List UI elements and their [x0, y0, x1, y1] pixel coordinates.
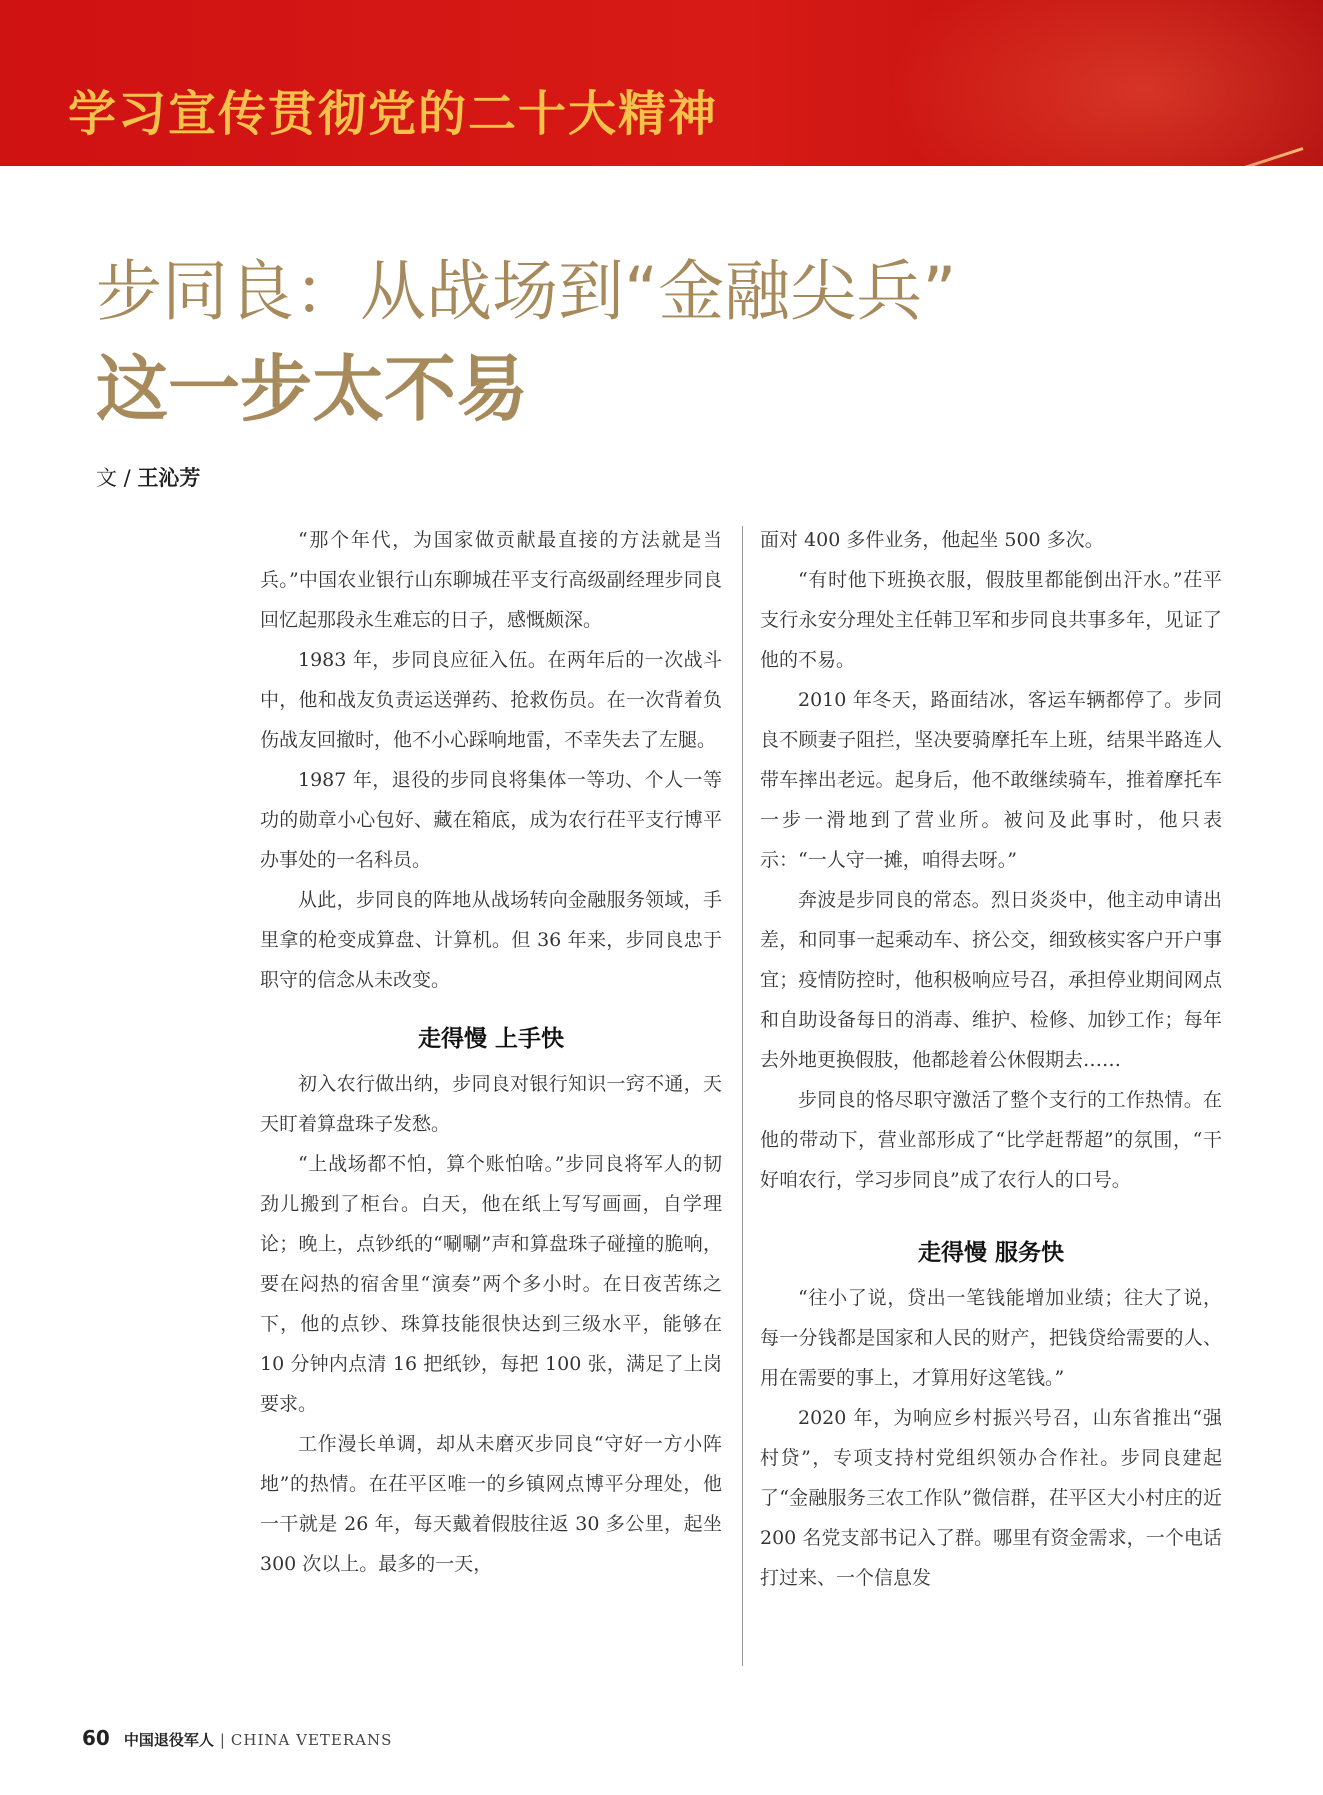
paragraph: 1987 年，退役的步同良将集体一等功、个人一等功的勋章小心包好、藏在箱底，成为农行茌平支行博平办事处的一名科员。 — [260, 769, 722, 871]
paragraph: 步同良的恪尽职守激活了整个支行的工作热情。在他的带动下，营业部形成了“比学赶帮超”的氛围，“干好咱农行，学习步同良”成了农行人的口号。 — [760, 1089, 1222, 1191]
paragraph: “往小了说，贷出一笔钱能增加业绩；往大了说，每一分钱都是国家和人民的财产，把钱贷给需要的人、用在需要的事上，才算用好这笔钱。” — [760, 1287, 1222, 1389]
banner-glow-decoration — [883, 0, 1323, 166]
paragraph: 2020 年，为响应乡村振兴号召，山东省推出“强村贷”，专项支持村党组织领办合作社。步同良建起了“金融服务三农工作队”微信群，茌平区大小村庄的近 200 名党支部书记入了群。哪里有资金需求，一个电话打过来、一个信息发 — [760, 1407, 1222, 1589]
article-title-line1: 步同良：从战场到“金融尖兵” — [96, 253, 957, 330]
paragraph-continued: 面对 400 多件业务，他起坐 500 多次。 — [760, 529, 1104, 551]
paragraph: 1983 年，步同良应征入伍。在两年后的一次战斗中，他和战友负责运送弹药、抢救伤员。在一次背着负伤战友回撤时，他不小心踩响地雷，不幸失去了左腿。 — [260, 649, 722, 751]
paragraph: 奔波是步同良的常态。烈日炎炎中，他主动申请出差，和同事一起乘动车、挤公交，细致核实客户开户事宜；疫情防控时，他积极响应号召，承担停业期间网点和自助设备每日的消毒、维护、检修、加钞工作；每年去外地更换假肢，他都趁着公休假期去…… — [760, 889, 1222, 1071]
right-column — [760, 520, 1222, 1598]
paragraph: 2010 年冬天，路面结冰，客运车辆都停了。步同良不顾妻子阻拦，坚决要骑摩托车上班，结果半路连人带车摔出老远。起身后，他不敢继续骑车，推着摩托车一步一滑地到了营业所。被问及此事时，他只表示：“一人守一摊，咱得去呀。” — [760, 689, 1222, 871]
left-column — [260, 520, 722, 1584]
page-footer — [82, 1726, 392, 1750]
author-name: 王沁芳 — [137, 466, 201, 490]
paragraph: “上战场都不怕，算个账怕啥。”步同良将军人的韧劲儿搬到了柜台。白天，他在纸上写写画画，自学理论；晚上，点钞纸的“唰唰”声和算盘珠子碰撞的脆响，要在闷热的宿舍里“演奏”两个多小时。在日夜苦练之下，他的点钞、珠算技能很快达到三级水平，能够在 10 分钟内点清 16 把纸钞，每把 100 张，满足了上岗要求。 — [260, 1153, 722, 1415]
footer-separator: | — [219, 1731, 225, 1749]
paragraph: 初入农行做出纳，步同良对银行知识一窍不通，天天盯着算盘珠子发愁。 — [260, 1073, 722, 1135]
paragraph: 从此，步同良的阵地从战场转向金融服务领域，手里拿的枪变成算盘、计算机。但 36 年来，步同良忠于职守的信念从未改变。 — [260, 889, 722, 991]
section-heading: 走得慢 上手快 — [417, 1026, 564, 1052]
paragraph: “有时他下班换衣服，假肢里都能倒出汗水。”茌平支行永安分理处主任韩卫军和步同良共事多年，见证了他的不易。 — [760, 569, 1222, 671]
paragraph: 工作漫长单调，却从未磨灭步同良“守好一方小阵地”的热情。在茌平区唯一的乡镇网点博平分理处，他一干就是 26 年，每天戴着假肢往返 30 多公里，起坐 300 次以上。最多的一天， — [260, 1433, 722, 1575]
byline-prefix: 文 / — [96, 466, 138, 490]
page-number: 60 — [82, 1726, 110, 1750]
section-banner — [0, 0, 1323, 166]
section-heading: 走得慢 服务快 — [917, 1240, 1064, 1266]
paragraph: “那个年代，为国家做贡献最直接的方法就是当兵。”中国农业银行山东聊城茌平支行高级副经理步同良回忆起那段永生难忘的日子，感慨颇深。 — [260, 529, 722, 631]
byline — [96, 462, 200, 492]
magazine-name-cn: 中国退役军人 — [123, 1731, 214, 1749]
column-divider — [742, 526, 743, 1666]
section-title: 学习宣传贯彻党的二十大精神 — [68, 86, 719, 142]
article-title-line2: 这一步太不易 — [96, 346, 529, 431]
magazine-name-en: CHINA VETERANS — [230, 1731, 393, 1749]
